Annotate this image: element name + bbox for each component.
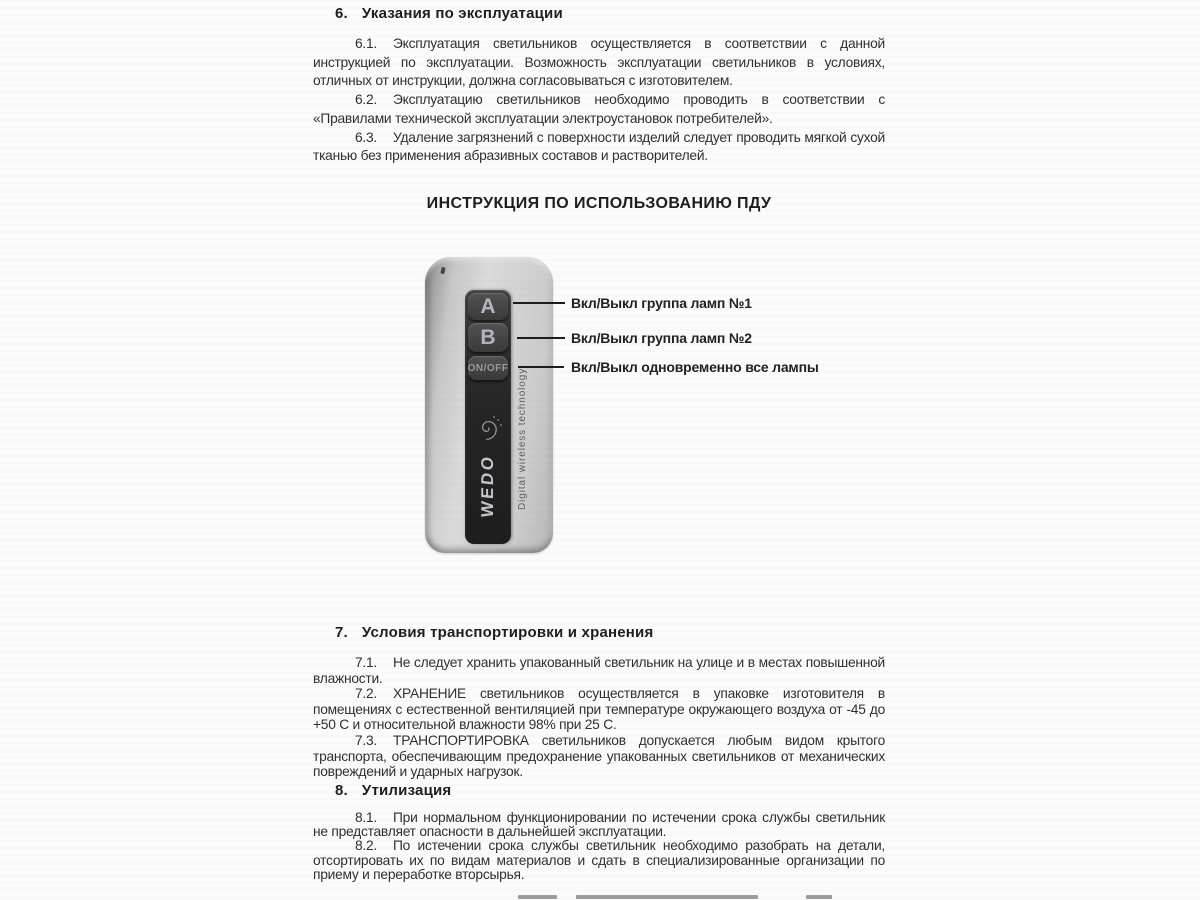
paragraph-number: 7.1. — [355, 655, 378, 670]
page-bottom-artifact — [576, 895, 758, 899]
annotation-line-2 — [517, 337, 565, 339]
figure-title: ИНСТРУКЦИЯ ПО ИСПОЛЬЗОВАНИЮ ПДУ — [426, 195, 772, 212]
paragraph-7-1 — [313, 655, 885, 686]
section-6-heading — [313, 5, 563, 22]
section-8-heading — [313, 782, 451, 799]
section-7-title: Условия транспортировки и хранения — [361, 624, 654, 641]
paragraph-number: 6.1. — [355, 36, 378, 51]
paragraph-text: Удаление загрязнений с поверхности изделий следует проводить мягкой сухой тканью без применения абразивных составов и растворителей. — [313, 129, 885, 164]
paragraph-8-2 — [313, 839, 885, 882]
document-page — [313, 0, 885, 900]
paragraph-text: Эксплуатацию светильников необходимо проводить в соответствии с «Правилами технической эксплуатации электроустановок потребителей». — [313, 92, 885, 126]
paragraph-6-3 — [313, 129, 885, 166]
section-7-number: 7. — [335, 624, 348, 641]
paragraph-number: 8.2. — [355, 838, 378, 854]
brand-logo: WEDO — [478, 453, 497, 519]
paragraph-text: ХРАНЕНИЕ светильников осуществляется в упаковке изготовителя в помещениях с естественной вентиляцией при температуре окружающего воздуха от -45 до +50 С и относительной влажности 98% при 25 С. — [313, 686, 885, 733]
annotation-line-3 — [518, 366, 564, 368]
page-bottom-artifact — [518, 895, 557, 899]
paragraph-text: Эксплуатация светильников осуществляется в соответствии с данной инструкцией по эксплуатации. Возможность эксплуатации светильников в условиях, отличных от инструкции, должна согласовываться с изготовителем. — [313, 36, 885, 89]
remote-side-text: Digital wireless technology — [517, 367, 528, 510]
paragraph-text: ТРАНСПОРТИРОВКА светильников допускается любым видом крытого транспорта, обеспечивающим предохранение упакованных светильников от механических повреждений и ударных нагрузок. — [313, 732, 885, 780]
paragraph-text: По истечении срока службы светильник необходимо разобрать на детали, отсортировать их по видам материалов и сдать в специализированные организации по приему и переработке вторсырья. — [313, 838, 885, 882]
section-8-number: 8. — [335, 782, 348, 799]
remote-figure — [313, 256, 885, 556]
callout-label-all-lamps: Вкл/Выкл одновременно все лампы — [571, 359, 819, 375]
wedo-swirl-icon — [471, 412, 505, 446]
section-7-body — [313, 655, 885, 780]
paragraph-7-3 — [313, 733, 885, 780]
button-onoff: ON/OFF — [468, 356, 508, 380]
paragraph-number: 6.3. — [355, 129, 378, 145]
section-6-title: Указания по эксплуатации — [361, 5, 563, 22]
paragraph-number: 6.2. — [355, 92, 378, 108]
button-a: A — [468, 293, 508, 320]
paragraph-8-1 — [313, 811, 885, 839]
remote-button-panel — [465, 290, 511, 544]
paragraph-number: 7.3. — [355, 732, 378, 748]
annotation-line-1 — [513, 302, 565, 304]
button-b: B — [468, 323, 508, 352]
section-8-title: Утилизация — [361, 782, 452, 799]
page-bottom-artifact — [806, 895, 832, 899]
section-7-heading — [313, 624, 653, 641]
callout-label-group2: Вкл/Выкл группа ламп №2 — [571, 330, 752, 346]
paragraph-number: 7.2. — [355, 686, 378, 702]
section-6-number: 6. — [335, 5, 348, 22]
paragraph-number: 8.1. — [355, 810, 378, 825]
section-8-body — [313, 811, 885, 882]
paragraph-6-2 — [313, 91, 885, 128]
section-6-body — [313, 35, 885, 166]
callout-label-group1: Вкл/Выкл группа ламп №1 — [571, 295, 752, 311]
led-indicator — [440, 267, 446, 275]
paragraph-text: При нормальном функционировании по истечении срока службы светильник не представляет опасности в дальнейшей эксплуатации. — [313, 810, 885, 840]
paragraph-7-2 — [313, 686, 885, 733]
paragraph-6-1 — [313, 35, 885, 91]
paragraph-text: Не следует хранить упакованный светильник на улице и в местах повышенной влажности. — [313, 655, 885, 686]
